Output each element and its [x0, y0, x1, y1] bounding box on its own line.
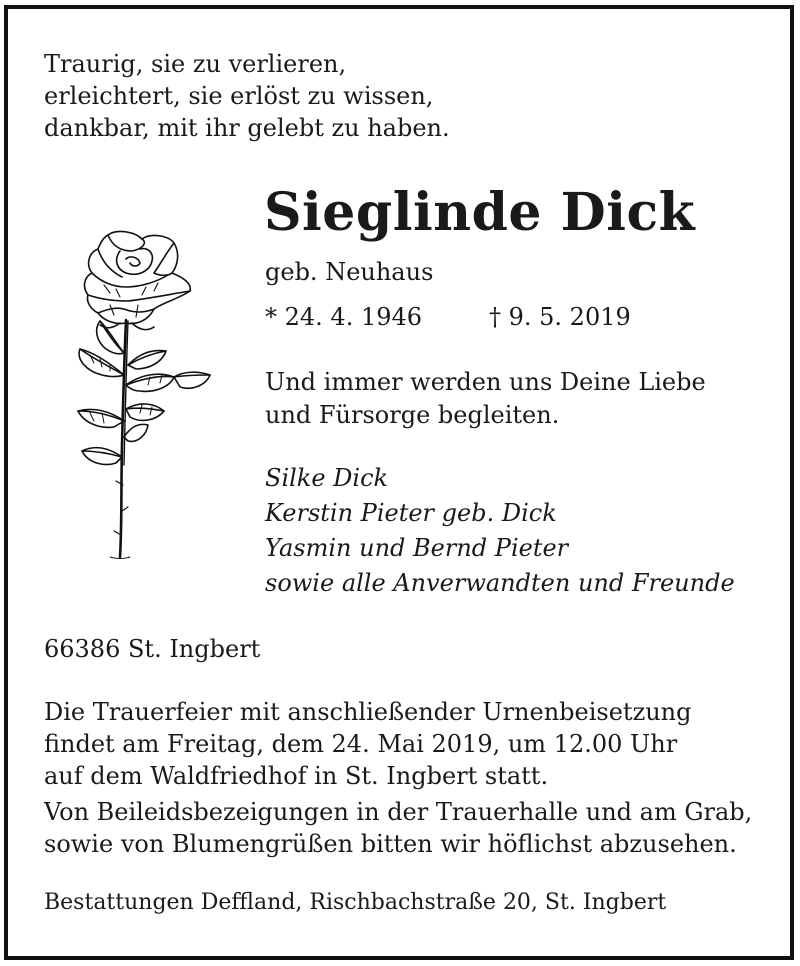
opening-poem: [44, 48, 450, 144]
condolence-note: [44, 796, 752, 860]
mourner: Yasmin und Bernd Pieter: [265, 534, 569, 562]
mourner: sowie alle Anverwandten und Freunde: [265, 569, 735, 597]
condolence-line: Von Beileidsbezeigungen in der Trauerhalle und am Grab,: [44, 798, 753, 826]
quote-line: und Fürsorge begleiten.: [265, 401, 560, 429]
birth-name: geb. Neuhaus: [265, 258, 434, 286]
location: 66386 St. Ingbert: [44, 635, 261, 663]
service-line: findet am Freitag, dem 24. Mai 2019, um 12.00 Uhr: [44, 730, 678, 758]
quote-line: Und immer werden uns Deine Liebe: [265, 368, 706, 396]
poem-line: Traurig, sie zu verlieren,: [44, 50, 347, 78]
life-dates: [265, 303, 631, 331]
service-line: Die Trauerfeier mit anschließender Urnenbeisetzung: [44, 698, 692, 726]
poem-line: erleichtert, sie erlöst zu wissen,: [44, 82, 434, 110]
death-date: † 9. 5. 2019: [489, 303, 631, 331]
condolence-line: sowie von Blumengrüßen bitten wir höflichst abzusehen.: [44, 830, 737, 858]
deceased-name: Sieglinde Dick: [264, 182, 696, 243]
memorial-quote: [265, 366, 706, 432]
poem-line: dankbar, mit ihr gelebt zu haben.: [44, 114, 450, 142]
funeral-service-info: [44, 696, 691, 792]
mourner: Kerstin Pieter geb. Dick: [265, 499, 557, 527]
undertaker-info: Bestattungen Deffland, Rischbachstraße 20, St. Ingbert: [44, 890, 667, 915]
rose-drawing-icon: [50, 225, 220, 565]
mourner: Silke Dick: [265, 464, 389, 492]
birth-date: * 24. 4. 1946: [265, 303, 423, 331]
service-line: auf dem Waldfriedhof in St. Ingbert statt.: [44, 762, 549, 790]
mourners-list: [265, 461, 735, 601]
